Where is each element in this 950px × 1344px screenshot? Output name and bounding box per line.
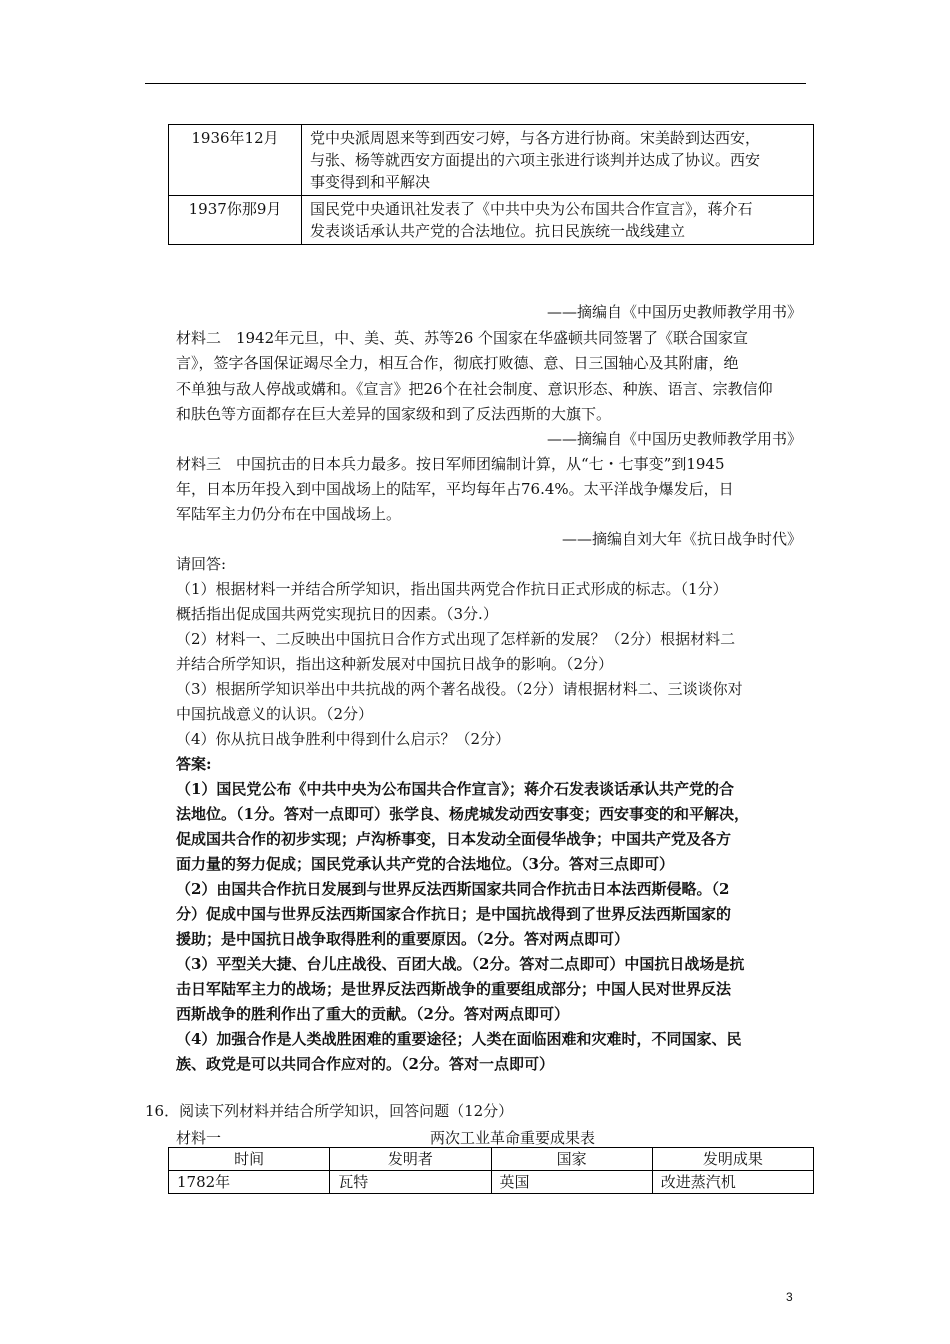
question-line: 概括指出促成国共两党实现抗日的因素。（3分.） xyxy=(176,605,498,623)
source-citation: ——摘编自刘大年《抗日战争时代》 xyxy=(561,530,802,548)
table-header-row xyxy=(169,1148,814,1171)
table-row xyxy=(169,125,814,196)
answer-line: 分）促成中国与世界反法西斯国家合作抗日；是中国抗战得到了世界反法西斯国家的 xyxy=(176,905,732,923)
answer-line: 西斯战争的胜利作出了重大的贡献。（2分。答对两点即可） xyxy=(176,1005,569,1023)
header-rule xyxy=(145,83,806,84)
events-table xyxy=(168,124,814,245)
event-description: 国民党中央通讯社发表了《中共中央为公布国共合作宣言》，蒋介石 发表谈话承认共产党的合法地位。抗日民族统一战线建立 xyxy=(302,196,814,245)
question-16-prompt: 16．阅读下列材料并结合所学知识，回答问题（12分） xyxy=(145,1102,514,1120)
material3-line: 年，日本历年投入到中国战场上的陆军，平均每年占76.4%。太平洋战争爆发后，日 xyxy=(176,480,734,498)
answer-label: 答案: xyxy=(176,755,212,773)
question-line: （2）材料一、二反映出中国抗日合作方式出现了怎样新的发展？（2分）根据材料二 xyxy=(176,630,736,648)
material3-line: 材料三 中国抗击的日本兵力最多。按日军师团编制计算，从“七・七事变”到1945 xyxy=(176,455,725,473)
material2-line: 言》，签字各国保证竭尽全力，相互合作，彻底打败德、意、日三国轴心及其附庸，绝 xyxy=(176,354,739,372)
table-row xyxy=(169,196,814,245)
material2-line: 不单独与敌人停战或媾和。《宣言》把26个在社会制度、意识形态、种族、语言、宗教信仰 xyxy=(176,380,773,398)
table-title: 两次工业革命重要成果表 xyxy=(430,1129,596,1147)
table-cell: 瓦特 xyxy=(330,1171,491,1194)
answer-line: （2）由国共合作抗日发展到与世界反法西斯国家共同合作抗击日本法西斯侵略。（2 xyxy=(176,880,730,898)
industrial-revolution-table xyxy=(168,1147,814,1194)
source-citation: ——摘编自《中国历史教师教学用书》 xyxy=(546,430,802,448)
question-line: （3）根据所学知识举出中共抗战的两个著名战役。（2分）请根据材料二、三谈谈你对 xyxy=(176,680,743,698)
column-header: 时间 xyxy=(169,1148,330,1171)
questions-intro: 请回答: xyxy=(176,555,227,573)
answer-line: 促成国共合作的初步实现；卢沟桥事变，日本发动全面侵华战争；中国共产党及各方 xyxy=(176,830,732,848)
answer-line: 法地位。（1分。答对一点即可）张学良、杨虎城发动西安事变；西安事变的和平解决， xyxy=(176,805,749,823)
column-header: 发明者 xyxy=(330,1148,491,1171)
material3-line: 军陆军主力仍分布在中国战场上。 xyxy=(176,505,402,523)
table-row xyxy=(169,1171,814,1194)
answer-line: 面力量的努力促成；国民党承认共产党的合法地位。（3分。答对三点即可） xyxy=(176,855,674,873)
answer-line: 击日军陆军主力的战场；是世界反法西斯战争的重要组成部分；中国人民对世界反法 xyxy=(176,980,732,998)
question-line: （1）根据材料一并结合所学知识，指出国共两党合作抗日正式形成的标志。（1分） xyxy=(176,580,728,598)
answer-line: （1）国民党公布《中共中央为公布国共合作宣言》；蒋介石发表谈话承认共产党的合 xyxy=(176,780,734,798)
answer-line: 族、政党是可以共同合作应对的。（2分。答对一点即可） xyxy=(176,1055,554,1073)
event-date: 1936年12月 xyxy=(169,125,302,196)
answer-line: （4）加强合作是人类战胜困难的重要途径；人类在面临困难和灾难时，不同国家、民 xyxy=(176,1030,742,1048)
source-citation: ——摘编自《中国历史教师教学用书》 xyxy=(546,303,802,321)
event-date: 1937你那9月 xyxy=(169,196,302,245)
column-header: 国家 xyxy=(491,1148,652,1171)
material-label: 材料一 xyxy=(176,1129,222,1147)
answer-line: 援助；是中国抗日战争取得胜利的重要原因。（2分。答对两点即可） xyxy=(176,930,629,948)
material2-line: 材料二 1942年元旦，中、美、英、苏等26 个国家在华盛顿共同签署了《联合国家宣 xyxy=(176,329,749,347)
page-number: 3 xyxy=(786,1290,793,1304)
question-line: （4）你从抗日战争胜利中得到什么启示？（2分） xyxy=(176,730,511,748)
event-description: 党中央派周恩来等到西安刁婷，与各方进行协商。宋美龄到达西安， 与张、杨等就西安方面提出的六项主张进行谈判并达成了协议。西安 事变得到和平解决 xyxy=(302,125,814,196)
question-line: 并结合所学知识，指出这种新发展对中国抗日战争的影响。（2分） xyxy=(176,655,614,673)
answer-line: （3）平型关大捷、台儿庄战役、百团大战。（2分。答对二点即可）中国抗日战场是抗 xyxy=(176,955,745,973)
table-cell: 改进蒸汽机 xyxy=(652,1171,813,1194)
column-header: 发明成果 xyxy=(652,1148,813,1171)
table-cell: 1782年 xyxy=(169,1171,330,1194)
table-cell: 英国 xyxy=(491,1171,652,1194)
question-line: 中国抗战意义的认识。（2分） xyxy=(176,705,374,723)
material2-line: 和肤色等方面都存在巨大差异的国家级和到了反法西斯的大旗下。 xyxy=(176,405,612,423)
